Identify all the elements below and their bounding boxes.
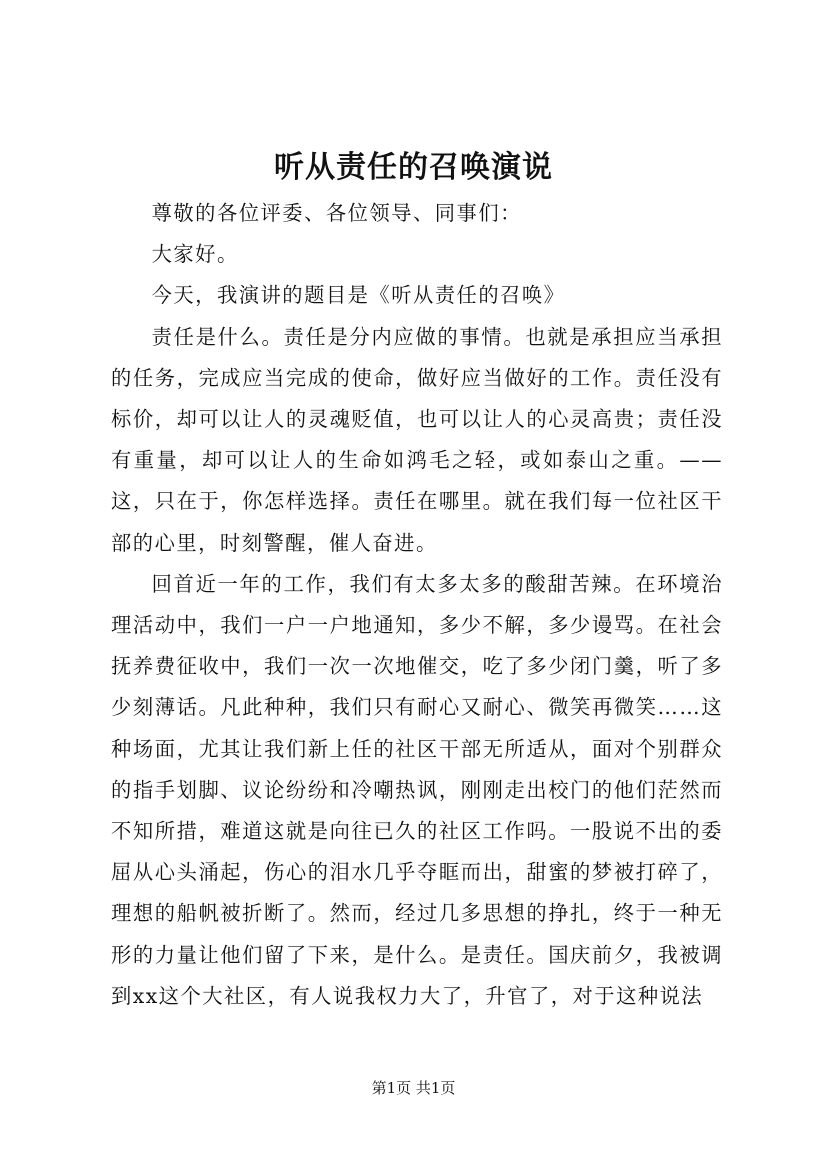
body-paragraph: 责任是什么。责任是分内应做的事情。也就是承担应当承担的任务，完成应当完成的使命，做好应当做好的工作。责任没有标价，却可以让人的灵魂贬值，也可以让人的心灵高贵；责任没有重量，却可以让人的生命如鸿毛之轻，或如泰山之重。——这，只在于，你怎样选择。责任在哪里。就在我们每一位社区干部的心里，时刻警醒，催人奋进。 (111, 324, 723, 555)
body-paragraph: 回首近一年的工作，我们有太多太多的酸甜苦辣。在环境治理活动中，我们一户一户地通知，多少不解，多少谩骂。在社会抚养费征收中，我们一次一次地催交，吃了多少闭门羹，听了多少刻薄话。凡此种种，我们只有耐心又耐心、微笑再微笑……这种场面，尤其让我们新上任的社区干部无所适从，面对个别群众的指手划脚、议论纷纷和冷嘲热讽，刚刚走出校门的他们茫然而不知所措，难道这就是向往已久的社区工作吗。一股说不出的委屈从心头涌起，伤心的泪水几乎夺眶而出，甜蜜的梦被打碎了，理想的船帆被折断了。然而，经过几多思想的挣扎，终于一种无形的力量让他们留了下来，是什么。是责任。国庆前夕，我被调到xx这个大社区，有人说我权力大了，升官了，对于这种说法 (111, 571, 723, 1008)
greeting-paragraph: 大家好。 (151, 242, 239, 267)
salutation-paragraph: 尊敬的各位评委、各位领导、同事们： (151, 201, 522, 225)
topic-paragraph: 今天，我演讲的题目是《听从责任的召唤》 (151, 283, 566, 308)
document-body (111, 193, 723, 1017)
document-title: 听从责任的召唤演说 (274, 150, 553, 185)
page-number-footer: 第1页 共1页 (371, 1079, 456, 1097)
